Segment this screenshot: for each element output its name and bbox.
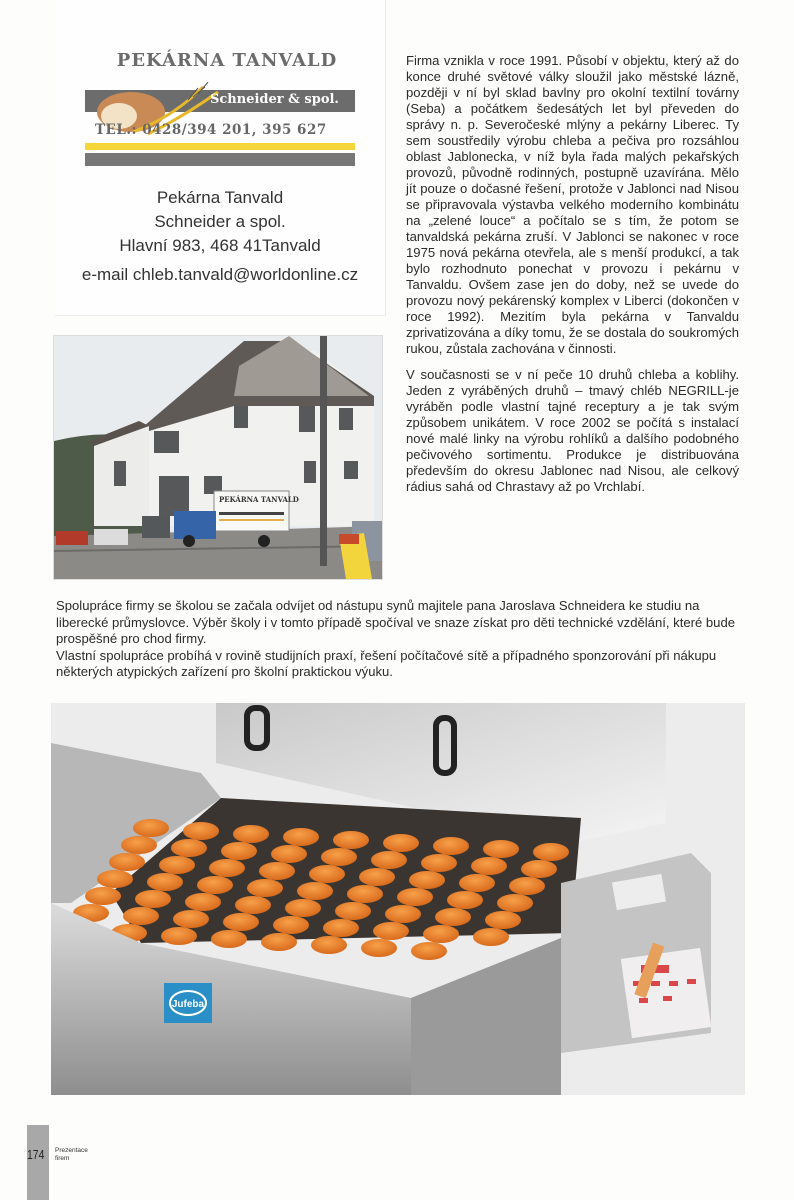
bun (97, 870, 133, 888)
bun (485, 911, 521, 929)
bun (361, 939, 397, 957)
bun (159, 856, 195, 874)
bun (359, 868, 395, 886)
contact-company: Schneider a spol. (154, 212, 286, 231)
bun (247, 879, 283, 897)
bun (409, 871, 445, 889)
bun (347, 885, 383, 903)
bun (397, 888, 433, 906)
bun (521, 860, 557, 878)
bun (323, 919, 359, 937)
contact-name: Pekárna Tanvald (156, 188, 284, 207)
oven-brand-badge: Jufeba (171, 999, 205, 1010)
bun (273, 916, 309, 934)
bun (235, 896, 271, 914)
bun (173, 910, 209, 928)
bun (147, 873, 183, 891)
contact-address: Hlavní 983, 468 41Tanvald (119, 236, 321, 255)
logo-title: PEKÁRNA TANVALD (116, 50, 338, 71)
bun (283, 828, 319, 846)
section-label-line: Prezentace (55, 1147, 88, 1154)
bun (309, 865, 345, 883)
truck-sign-text: PEKÁRNA TANVALD (219, 495, 299, 504)
bun (497, 894, 533, 912)
bun (135, 890, 171, 908)
bun (123, 907, 159, 925)
bun (333, 831, 369, 849)
logo-gray-stripe (85, 153, 355, 166)
bun (109, 853, 145, 871)
page-tab (27, 1125, 49, 1200)
bun (311, 936, 347, 954)
logo-subtitle: Schneider & spol. (210, 92, 339, 107)
bun (471, 857, 507, 875)
article-right-column (406, 53, 739, 495)
bun (371, 851, 407, 869)
bun (223, 913, 259, 931)
company-logo-card (55, 0, 386, 316)
bun (433, 837, 469, 855)
bun (133, 819, 169, 837)
bun (209, 859, 245, 877)
bun (373, 922, 409, 940)
bun (421, 854, 457, 872)
article-full-width (56, 598, 740, 681)
article-paragraph: Firma vznikla v roce 1991. Působí v objektu, který až do konce druhé světové války sloužil jako městské lázně, později v ní byl sklad bavlny pro okolní textilní továrny (Seba) a počátkem šedesátých let byl převeden do správy n. p. Severočeské mlýny a pekárny Liberec. Ty sem soustředily výrobu chleba a pečiva pro rozsáhlou oblast Jablonecka, v níž byla řada malých pekařských provozů, původně rodinných, postupně uzavírána. Mělo jít pouze o dočasné řešení, protože v Jablonci nad Nisou se připravovala výstavba velkého moderního kombinátu na „zelené louce“ a počítalo se s tím, že potom se tanvaldská pekárna zruší. V Jablonci se nakonec v roce 1975 nová pekárna otevřela, ale s menší produkcí, a tak bylo rozhodnuto ponechat v provozu i pekárnu v Tanvaldu. Ovšem zase jen do doby, než se uvede do provozu nový pekárenský komplex v Liberci (dokončen v roce 1992). Mezitím byla pekárna v Tanvaldu zprivatizována a díky tomu, že se dostala do soukromých rukou, zůstala zachována v činnosti. (406, 53, 739, 356)
bun (473, 928, 509, 946)
bun (233, 825, 269, 843)
bun (197, 876, 233, 894)
bun-oven-photo (51, 703, 745, 1095)
bun (185, 893, 221, 911)
bun (321, 848, 357, 866)
page-number: 174 (27, 1147, 45, 1162)
bun (423, 925, 459, 943)
bun (509, 877, 545, 895)
bun (435, 908, 471, 926)
bun (85, 887, 121, 905)
contact-email: e-mail chleb.tanvald@worldonline.cz (81, 265, 359, 284)
bun (385, 905, 421, 923)
bun (261, 933, 297, 951)
bun (285, 899, 321, 917)
bun (221, 842, 257, 860)
bun (171, 839, 207, 857)
bun (383, 834, 419, 852)
bun (183, 822, 219, 840)
bun (533, 843, 569, 861)
bun (483, 840, 519, 858)
bun (459, 874, 495, 892)
article-paragraph: V současnosti se v ní peče 10 druhů chleba a koblihy. Jeden z vyráběných druhů – tmavý chléb NEGRILL-je vyráběn podle vlastní tajné receptury a je tak svým způsobem unikátem. V roce 2002 se počítá s instalací nové malé linky na výrobu rohlíků a dalšího podobného pečivového sortimentu. Produkce je distribuována především do okresu Jablonec nad Nisou, ale celkový rádius sahá od Chrastavy až po Vrchlabí. (406, 367, 739, 494)
bakery-building-photo (53, 335, 383, 580)
bun (297, 882, 333, 900)
bun (161, 927, 197, 945)
bun (121, 836, 157, 854)
bun (447, 891, 483, 909)
bun (335, 902, 371, 920)
section-label-line: firem (55, 1154, 70, 1162)
bun (411, 942, 447, 960)
bun (271, 845, 307, 863)
section-label (55, 1147, 88, 1162)
bun (211, 930, 247, 948)
logo-yellow-stripe (85, 143, 355, 150)
logo-phone: TEL.: 0428/394 201, 395 627 (95, 122, 327, 138)
article-paragraph: Spolupráce firmy se školou se začala odvíjet od nástupu synů majitele pana Jaroslava Schneidera ke studiu na liberecké průmyslovce. Výběr školy i v tomto případě spočíval ve snaze získat pro děti technické vzdělání, které bude prospěšné pro chod firmy. (56, 598, 736, 646)
article-paragraph: Vlastní spolupráce probíhá v rovině studijních praxí, řešení počítačové sítě a případného sponzorování při nákupu některých atypických zařízení pro školní praktickou výuku. (56, 647, 717, 679)
bun (259, 862, 295, 880)
